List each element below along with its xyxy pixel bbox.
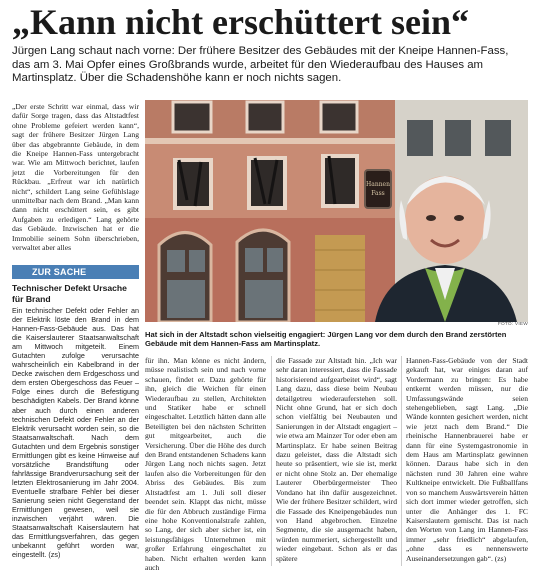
photo-credit: FOTO: VIEW <box>497 322 528 327</box>
svg-text:Fass: Fass <box>371 190 385 197</box>
sidebar-title: Technischer Defekt Ursache für Brand <box>12 283 127 304</box>
intro-text: „Der erste Schritt war einmal, dass wir dafür Sorge tragen, dass das Altstadtfest ohne Probleme gefeiert werden kann“, sagt der frühere Besitzer Jürgen Lang über das abgebrannte Gebäude, in dem die Kneipe Hannen-Fass untergebracht war. Wie am Mittwoch berichtet, laufen jetzt die Vorbereitungen für den Rückbau. „Erfreut war ich natürlich nicht“, schildert Lang seine Gefühlslage unmittelbar nach dem Brand. „Man kann dann nicht erschüttert sein, es gibt Aufgaben zu erledigen.“ Lang gehörte das Gebäude. Inzwischen hat er die Immobilie seinem Sohn überschrieben, verwaltet aber alles <box>12 102 139 253</box>
article-photo <box>145 100 528 322</box>
column-text: die Fassade zur Altstadt hin. „Ich war sehr daran interessiert, dass die Fassade historisierend aufgearbeitet wird“, sagt Lang dazu, dass diese beim Neubau detailgetreu wiederauferstehen soll. Nicht ohne Grund, hat er sich doch schon vielfältig bei Neubauten und Sanierungen in der Altstadt engagiert – wie etwa am Mainzer Tor oder eben am Martinsplatz. Er habe seinen Beitrag dazu geleistet, dass die Altstadt sich heute so präsentiert, wie sie ist, merkt er nicht ohne Stolz an. Der ehemalige Lauterer Oberbürgermeister Theo Vondano hat ihn dafür ausgezeichnet. Wie der frühere Besitzer schildert, wird die Fassade des Kneipengebäudes nun von Hand abgebrochen. Einzelne Segmente, die sie ausgemacht haben, würden nummeriert, sichergestellt und wieder eingebaut. Schon als er das spätere <box>276 356 397 563</box>
column-divider <box>401 356 402 566</box>
column-text: Hannen-Fass-Gebäude von der Stadt gekauft hat, war einiges daran auf Vordermann zu bringen: Es habe entkernt werden müssen, nur die Umfassungswände seien stehengeblieben, sagt Lang. „Die Wände konnten gesichert werden, nicht wie jetzt nach dem Brand.“ Die rheinische Hannenbrauerei habe er dann für eine Systemgastronomie in dem Haus am Martinsplatz gewinnen können. Daraus habe sich in den nächsten rund 30 Jahren eine wahre Kultkneipe entwickelt. Die Fußballfans von so manchem Auswärtsverein hätten sich dort immer wieder getroffen, sich unter die Anhänger des 1. FC Kaiserslautern gemischt. Das ist nach den Worten von Lang im Hannen-Fass immer „sehr friedlich“ abgelaufen, „ohne dass es nennenswerte Auseinandersetzungen gab“. (zs) <box>406 356 528 563</box>
article-column-1 <box>145 356 266 572</box>
column-divider <box>271 356 272 566</box>
sign-text: Hannen <box>366 181 390 188</box>
lead-paragraph: Jürgen Lang schaut nach vorne: Der frühere Besitzer des Gebäudes mit der Kneipe Hannen-Fass, das am 3. Mai Opfer eines Großbrands wurde, arbeitet für den Wiederaufbau des Hauses am Martinsplatz. Über die Schadenshöhe kann er noch nichts sagen. <box>12 45 509 85</box>
sidebar-column <box>12 306 139 568</box>
sidebar-label: ZUR SACHE <box>12 265 139 279</box>
intro-column <box>12 102 139 260</box>
article-column-2 <box>276 356 397 568</box>
photo-illustration <box>145 100 528 322</box>
headline: „Kann nicht erschüttert sein“ <box>12 2 469 42</box>
photo-caption: Hat sich in der Altstadt schon vielseitig engagiert: Jürgen Lang vor dem durch den Brand zerstörten Gebäude mit dem Hannen-Fass am Martinsplatz. <box>145 330 507 349</box>
article-column-3 <box>406 356 528 568</box>
column-text: für ihn. Man könne es nicht ändern, müsse realistisch sein und nach vorne schauen, findet er. Dazu gehörte für ihn, gleich die Weichen für einen Wiederaufbau zu stellen, Architekten und Statiker habe er schnell eingeschaltet. Letztlich hätten dann alle Beteiligten bei den nächsten Schritten gut mitgearbeitet, auch die Versicherung. Über die Höhe des durch den Brand entstandenen Schadens kann Jürgen Lang noch nichts sagen. Jetzt laufen also die Vorbereitungen für den Abriss des Gebäudes. Bis zum Altstadtfest am 1. Juli soll dieser beendet sein. Klappt das nicht, müsse die für den Abbruch zuständige Firma eine hohe Konventionalstrafe zahlen, so Lang, der sich aber sicher ist, ein leistungsfähiges Unternehmen mit großer Erfahrung eingeschaltet zu haben. Nicht erhalten werden kann auch <box>145 356 266 572</box>
sidebar-text: Ein technischer Defekt oder Fehler an der Elektrik löste den Brand in dem Hannen-Fass-Gebäude aus. Das hat die Kaiserslauterer Staatsanwaltschaft am Mittwoch mitgeteilt. Einem Gutachten zufolge verursachte wahrscheinlich ein Kabelbrand in der Decke zwischen dem Erdgeschoss und dem ersten Obergeschoss das Feuer – Folge eines durch die Befestigung beschädigten Kabels. Der Brand könne aber auch durch einen anderen technischen Defekt oder Fehler an der Elektrik verursacht worden sein, so die Staatsanwaltschaft. Nach dem Gutachten und dem Ergebnis sonstiger Ermittlungen gibt es keine Hinweise auf vorsätzliche Brandstiftung oder fahrlässige Brandverursachung seit der letzten Elektrosanierung im Jahr 2004. Eventuelle strafbare Fehler bei dieser Sanierung seien nicht Gegenstand der Ermittlungen gewesen, weil sie inzwischen verjährt wären. Die Staatsanwaltschaft Kaiserslautern hat das Ermittlungsverfahren, das gegen unbekannt geführt worden war, eingestellt. (zs) <box>12 306 139 560</box>
